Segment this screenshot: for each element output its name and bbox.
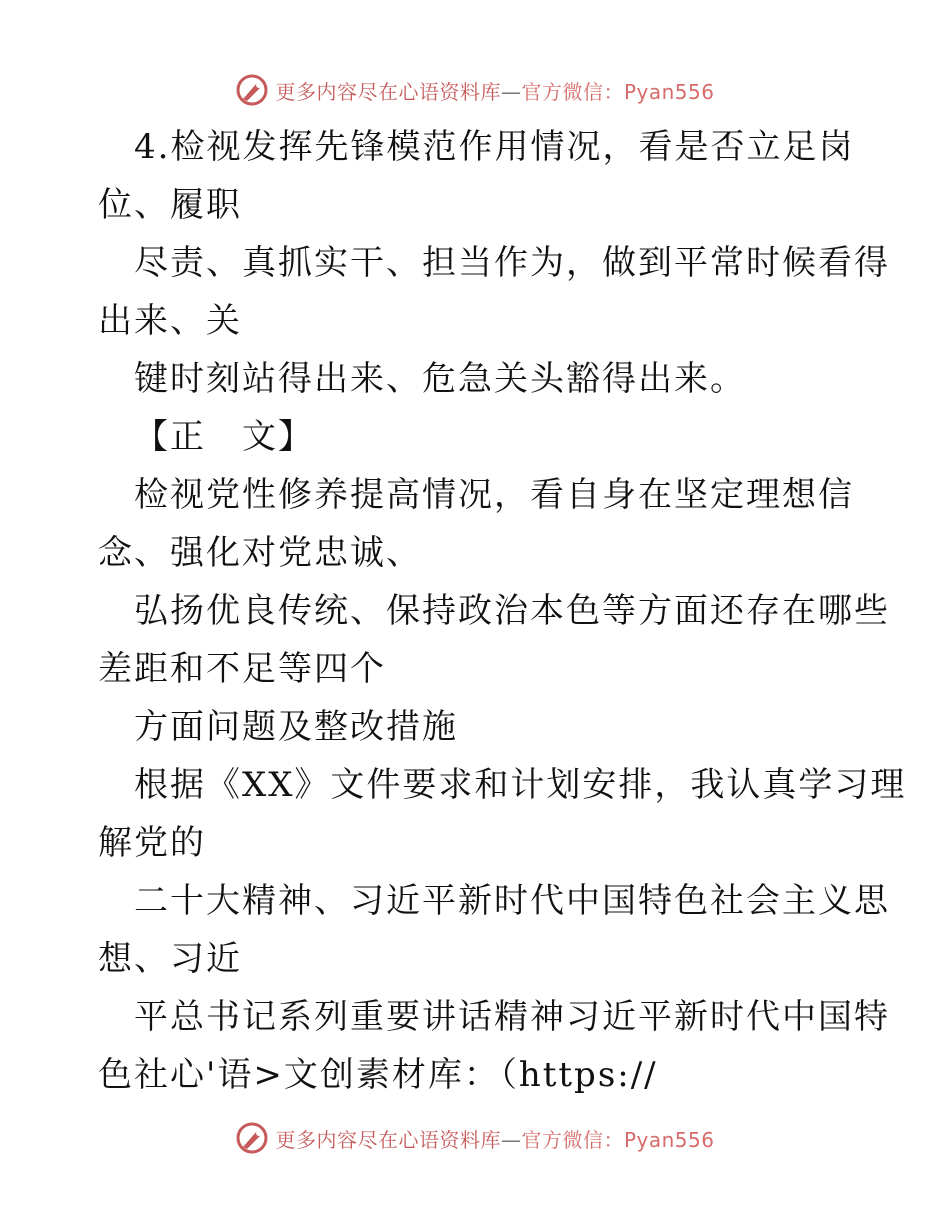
- text-line: 方面问题及整改措施: [134, 707, 458, 747]
- footer-banner: [0, 1118, 950, 1158]
- document-body: [98, 118, 907, 1104]
- text-line: 色社心'语>文创素材库：（https://: [98, 1055, 658, 1095]
- text-line: 位、履职: [98, 185, 242, 225]
- text-line: 平总书记系列重要讲话精神习近平新时代中国特: [134, 997, 890, 1037]
- text-line: 二十大精神、习近平新时代中国特色社会主义思: [134, 881, 890, 921]
- text-line: 检视党性修养提高情况，看自身在坚定理想信: [134, 475, 854, 515]
- brand-logo-icon: [235, 1121, 269, 1155]
- text-line: 4.检视发挥先锋模范作用情况，看是否立足岗: [134, 127, 855, 167]
- header-banner: [0, 70, 950, 110]
- text-line: 想、习近: [98, 939, 242, 979]
- brand-logo-icon: [235, 73, 269, 107]
- text-line: 出来、关: [98, 301, 242, 341]
- banner-text: 更多内容尽在心语资料库—官方微信：Pyan556: [275, 1127, 715, 1152]
- text-line: 解党的: [98, 823, 206, 863]
- text-line: 念、强化对党忠诚、: [98, 533, 422, 573]
- text-line: 差距和不足等四个: [98, 649, 386, 689]
- text-line: 弘扬优良传统、保持政治本色等方面还存在哪些: [134, 591, 890, 631]
- text-line: 根据《XX》文件要求和计划安排，我认真学习理: [134, 765, 907, 805]
- text-line: 尽责、真抓实干、担当作为，做到平常时候看得: [134, 243, 890, 283]
- banner-text: 更多内容尽在心语资料库—官方微信：Pyan556: [275, 79, 715, 104]
- section-heading: 【正 文】: [134, 417, 314, 457]
- text-line: 键时刻站得出来、危急关头豁得出来。: [134, 359, 746, 399]
